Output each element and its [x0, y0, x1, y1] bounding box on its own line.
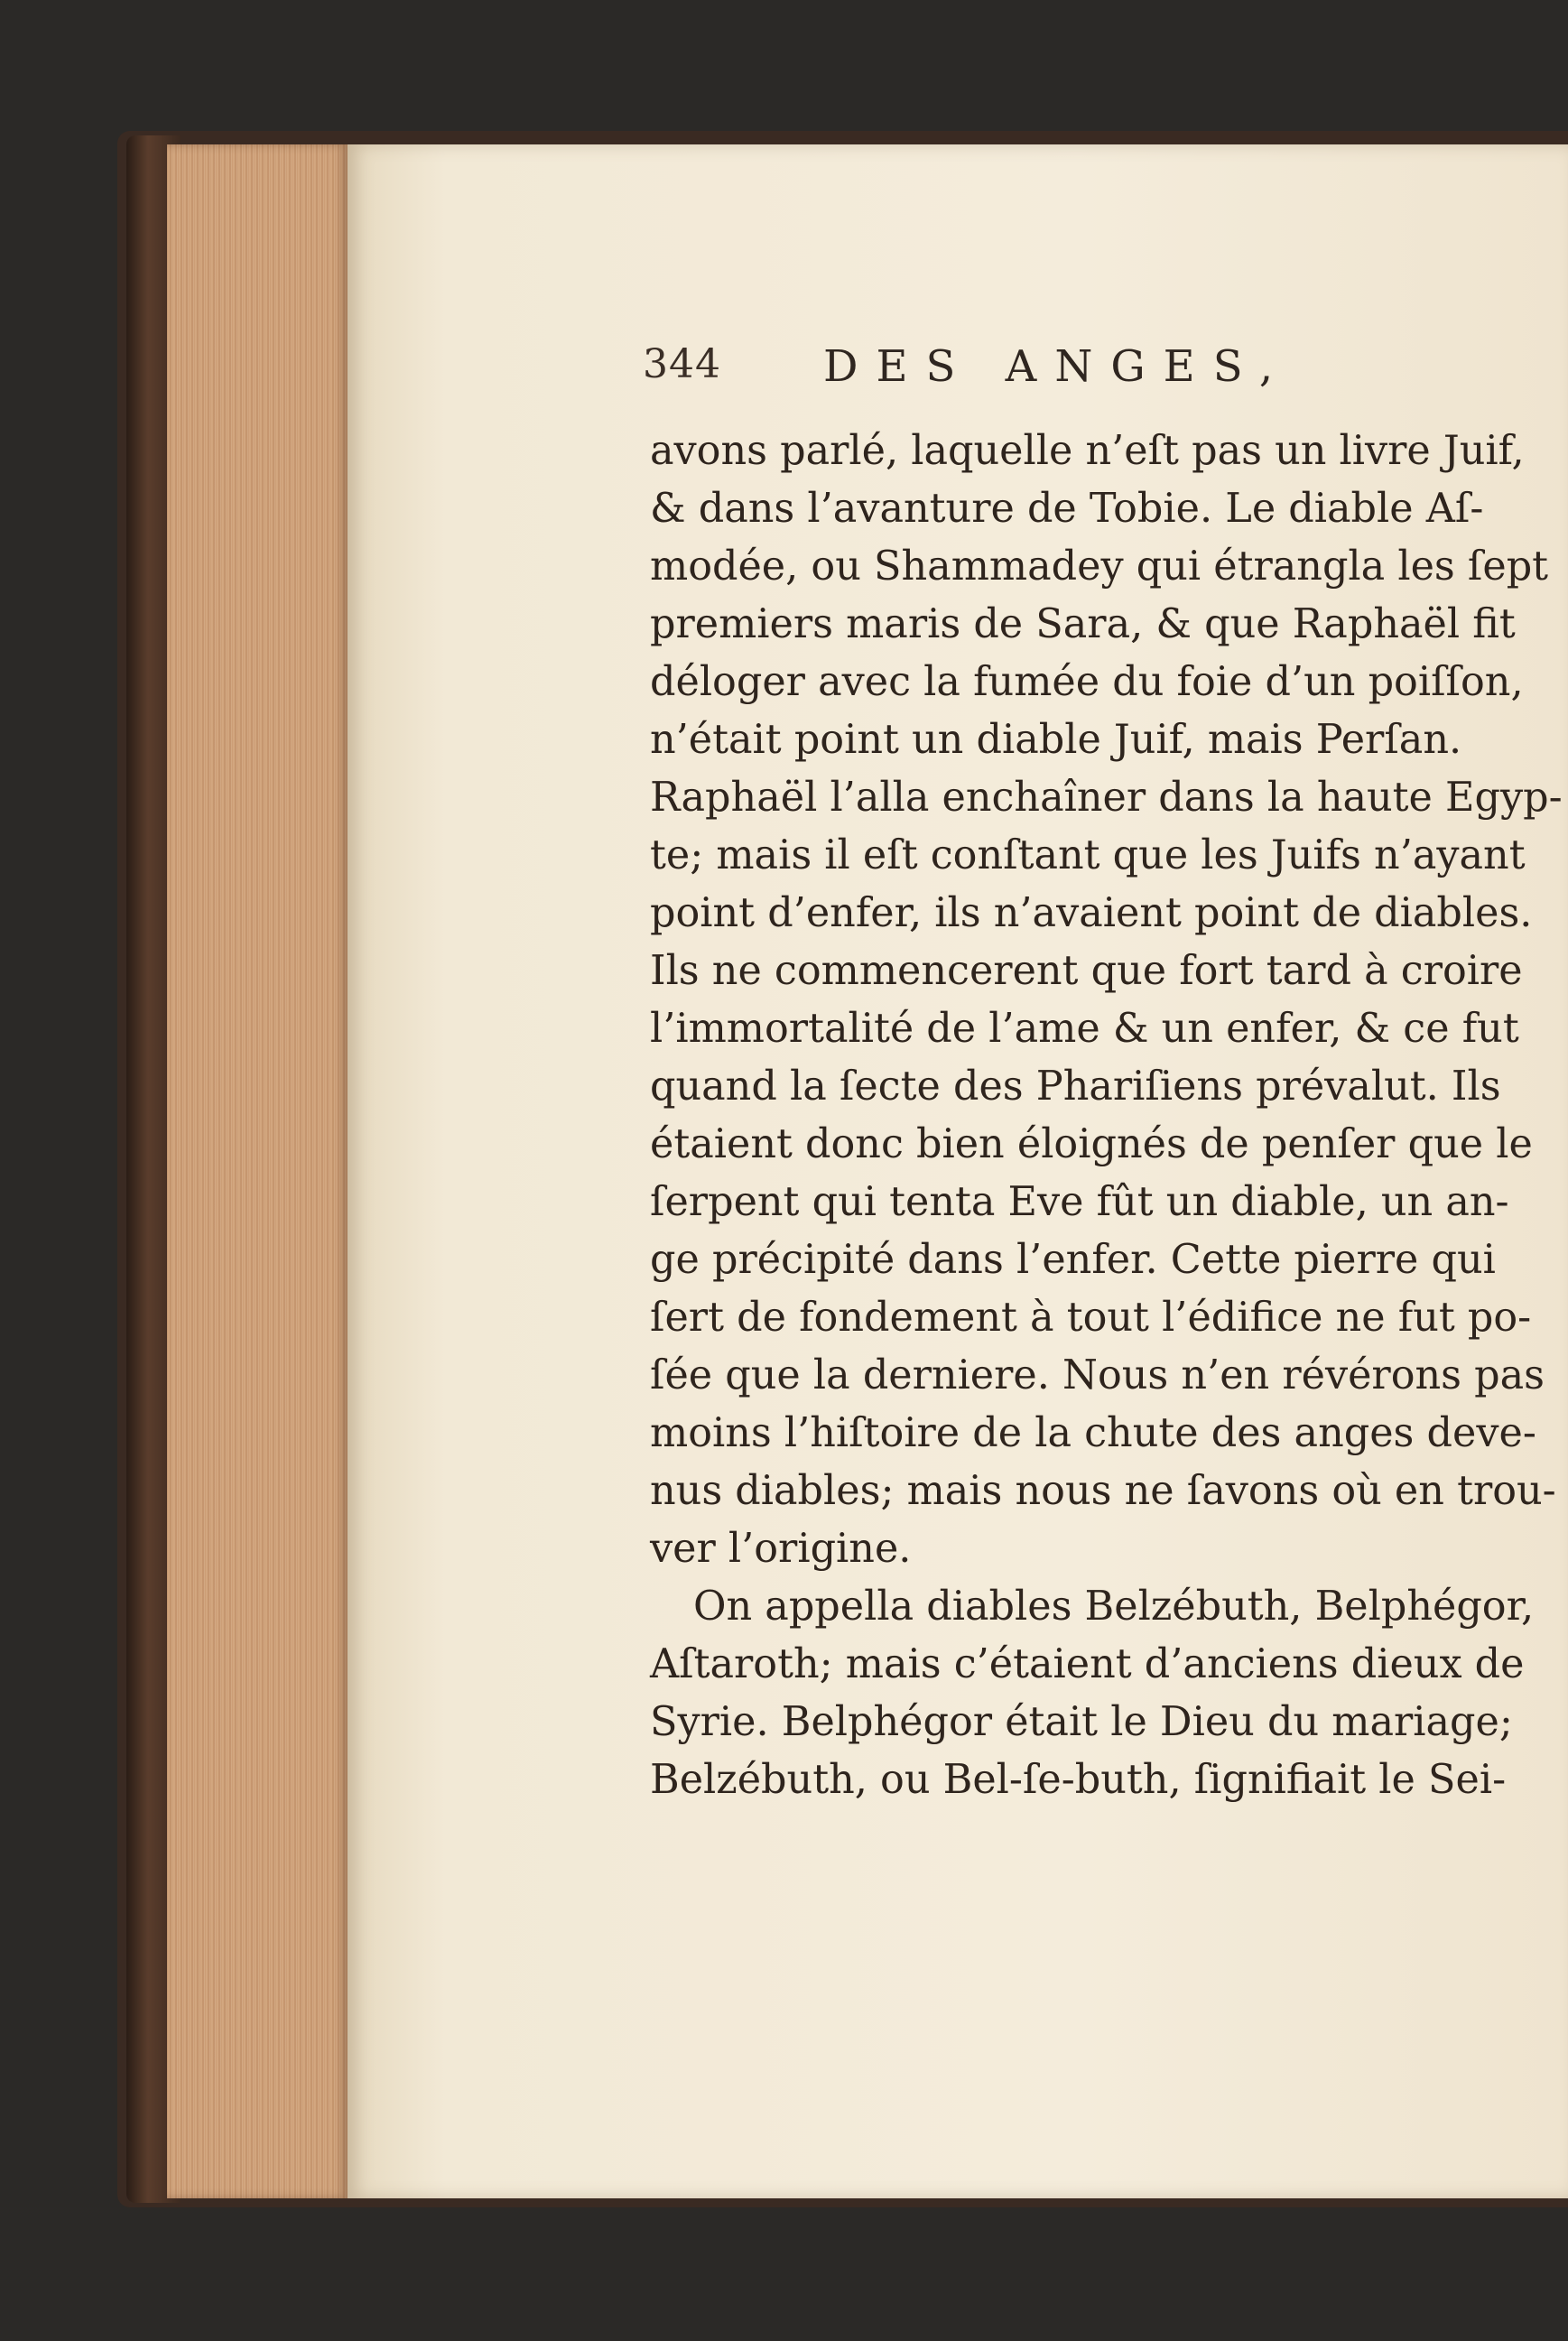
text-line: Syrie. Belphégor était le Dieu du mariage; — [650, 1699, 1513, 1745]
text-line: premiers maris de Sara, & que Raphaël fit — [650, 601, 1516, 647]
body-text — [650, 423, 1563, 1809]
text-line: Belzébuth, ou Bel-ſe-buth, ſignifiait le Sei- — [650, 1757, 1507, 1803]
text-line: Ils ne commencerent que fort tard à croire — [650, 948, 1523, 994]
text-line: nus diables; mais nous ne ſavons où en trou- — [650, 1468, 1556, 1514]
running-head — [643, 341, 1419, 395]
text-line: On appella diables Belzébuth, Belphégor, — [693, 1584, 1535, 1630]
text-line: l’immortalité de l’ame & un enfer, & ce fut — [650, 1006, 1519, 1052]
running-head-title: DES ANGES, — [823, 341, 1292, 392]
text-line: n’était point un diable Juif, mais Perſan. — [650, 717, 1462, 763]
text-line: Aſtaroth; mais c’étaient d’anciens dieux de — [650, 1641, 1525, 1687]
page-number: 344 — [643, 341, 721, 387]
text-line: & dans l’avanture de Tobie. Le diable Aſ- — [650, 486, 1484, 532]
text-line: avons parlé, laquelle n’eſt pas un livre Juif, — [650, 428, 1525, 474]
text-line: ſerpent qui tenta Eve fût un diable, un an- — [650, 1179, 1509, 1225]
text-line: étaient donc bien éloignés de penſer que le — [650, 1121, 1533, 1167]
text-line: modée, ou Shammadey qui étrangla les ſept — [650, 543, 1549, 590]
text-line: ſée que la derniere. Nous n’en révérons pas — [650, 1352, 1545, 1398]
text-line: Raphaël l’alla enchaîner dans la haute Egyp- — [650, 775, 1563, 821]
text-line: ge précipité dans l’enfer. Cette pierre qui — [650, 1237, 1496, 1283]
text-line: te; mais il eſt conſtant que les Juifs n’ayant — [650, 832, 1526, 878]
text-line: quand la ſecte des Phariſiens prévalut. Ils — [650, 1064, 1501, 1110]
text-line: point d’enfer, ils n’avaient point de diables. — [650, 890, 1533, 936]
text-line: moins l’hiſtoire de la chute des anges deve- — [650, 1410, 1536, 1456]
text-line: ver l’origine. — [650, 1526, 912, 1572]
text-line: déloger avec la fumée du foie d’un poiſſon, — [650, 659, 1524, 705]
page-edges — [167, 144, 348, 2198]
text-line: ſert de fondement à tout l’édifice ne fut po- — [650, 1295, 1532, 1341]
